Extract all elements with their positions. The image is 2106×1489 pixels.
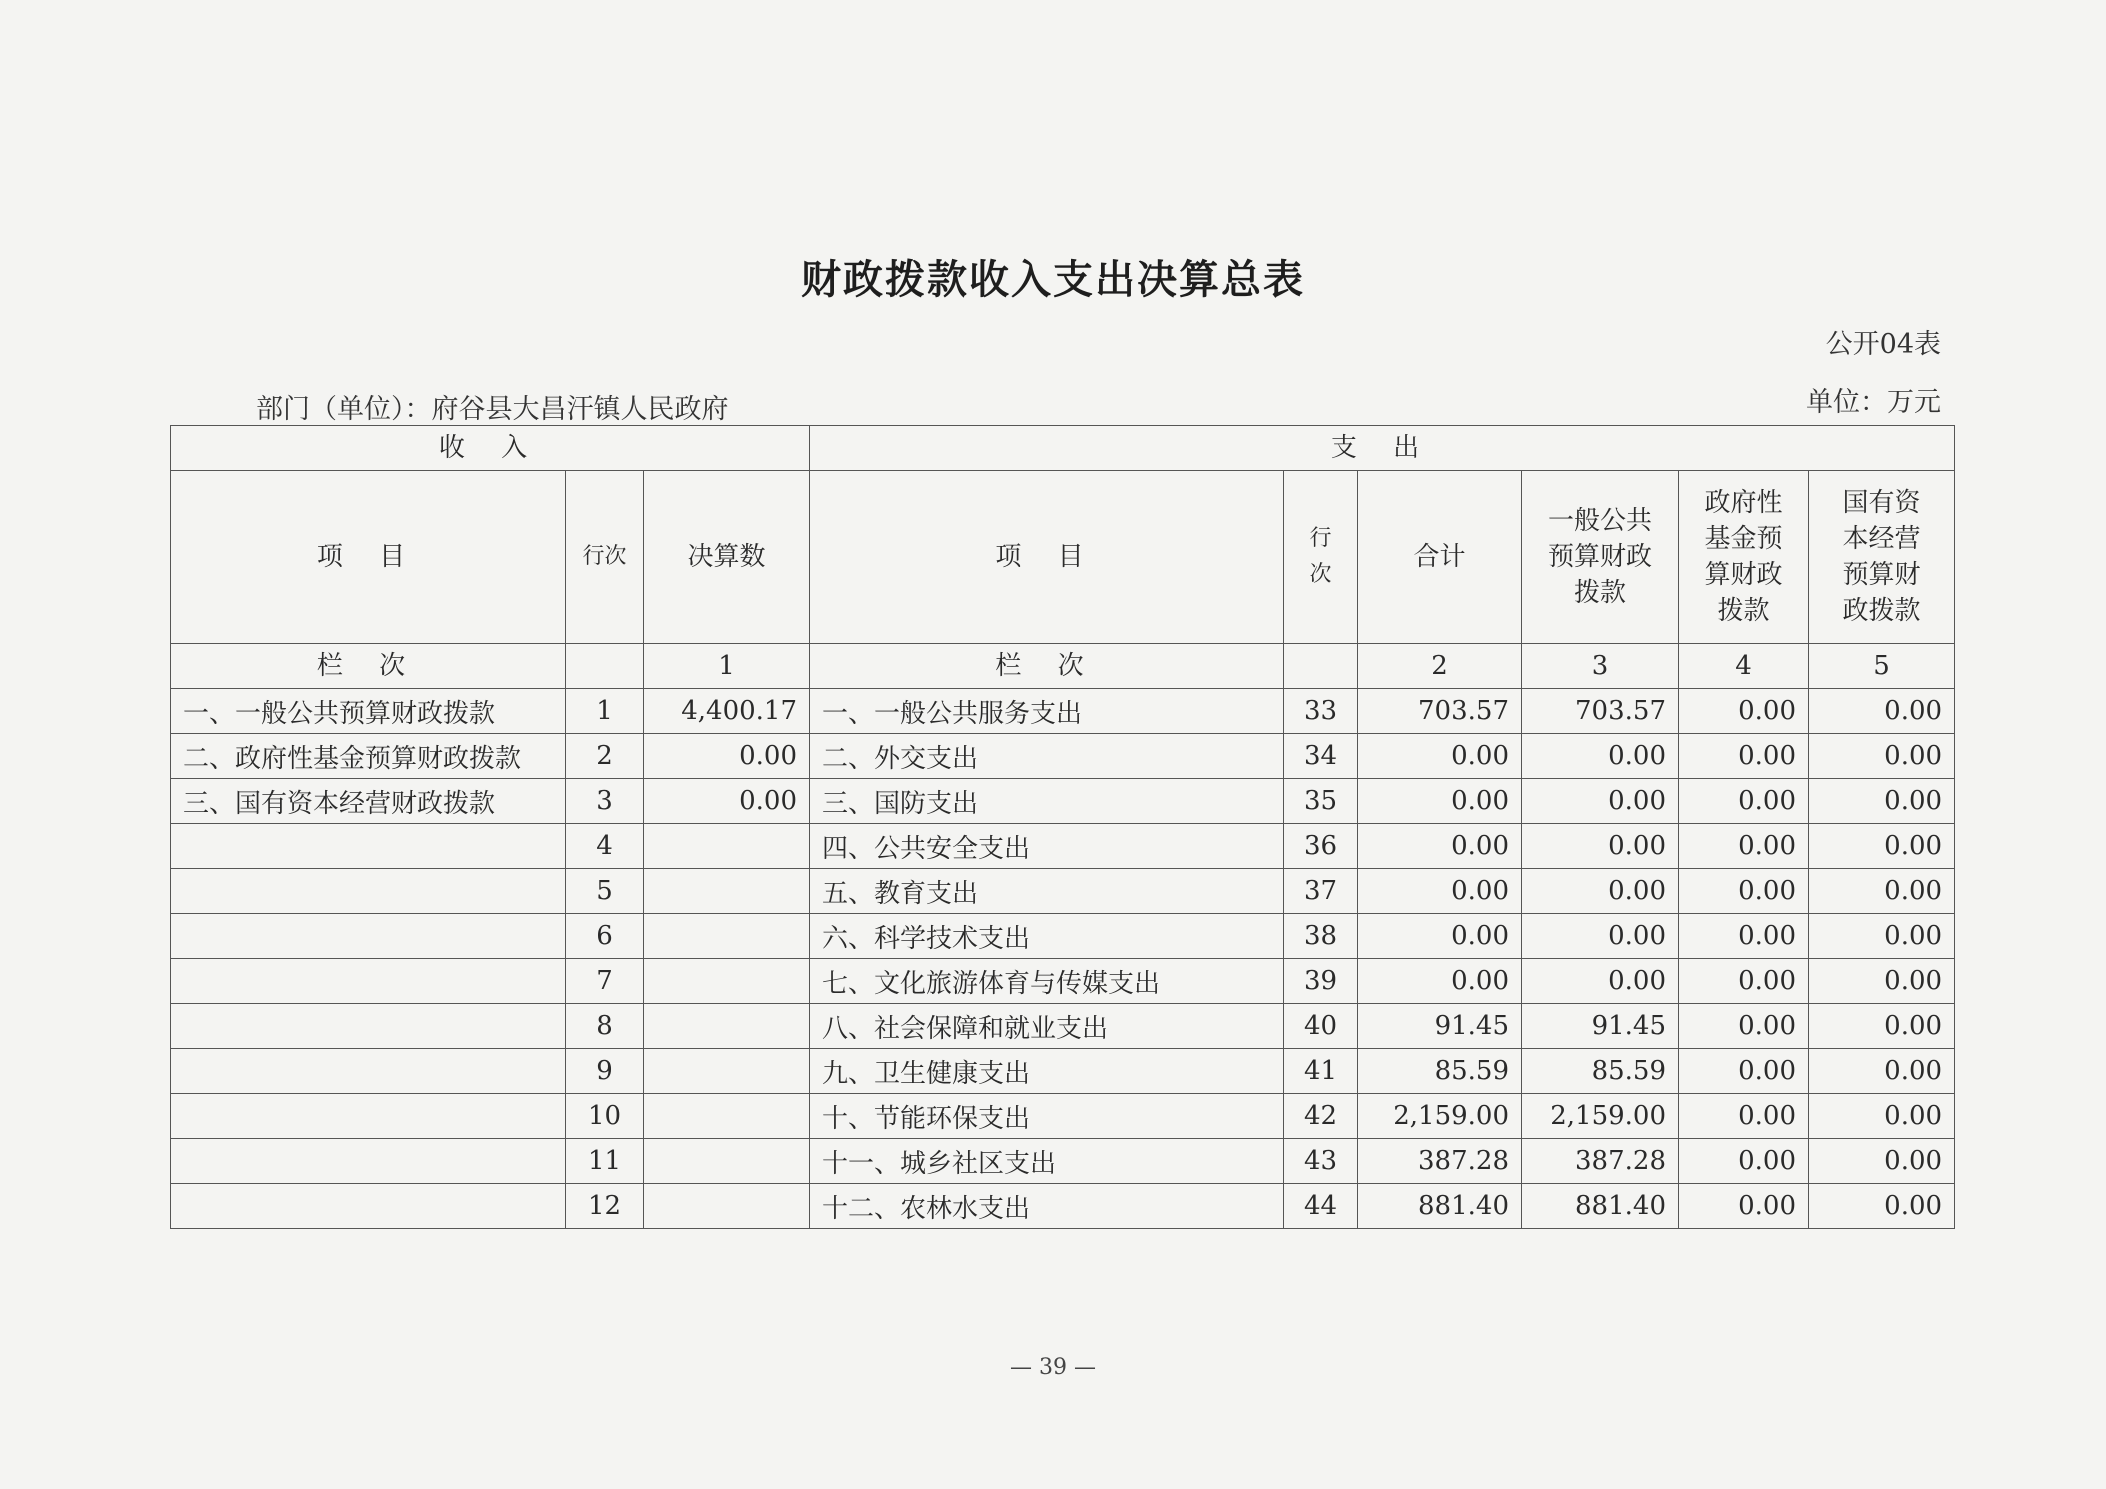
expense-total-cell: 0.00 [1358, 824, 1522, 869]
income-amount-cell: 0.00 [644, 734, 810, 779]
general-budget-header: 一般公共预算财政拨款 [1522, 471, 1679, 644]
state-capital-amount-cell: 0.00 [1809, 779, 1955, 824]
income-section-header: 收 入 [171, 426, 810, 471]
expense-item-cell: 十二、农林水支出 [810, 1184, 1284, 1229]
expense-row-no-header: 行次 [1284, 471, 1358, 644]
gov-fund-amount-cell: 0.00 [1679, 1139, 1809, 1184]
state-capital-header: 国有资本经营预算财政拨款 [1809, 471, 1955, 644]
column-header-row [171, 471, 1955, 644]
table-row [171, 959, 1955, 1004]
expense-row-no-cell: 43 [1284, 1139, 1358, 1184]
income-item-cell [171, 1049, 566, 1094]
income-item-cell [171, 1184, 566, 1229]
final-amount-header: 决算数 [644, 471, 810, 644]
general-budget-amount-cell: 91.45 [1522, 1004, 1679, 1049]
expense-total-cell: 0.00 [1358, 914, 1522, 959]
gov-fund-amount-cell: 0.00 [1679, 869, 1809, 914]
general-budget-amount-cell: 0.00 [1522, 734, 1679, 779]
table-row [171, 869, 1955, 914]
gov-fund-amount-cell: 0.00 [1679, 824, 1809, 869]
gov-fund-amount-cell: 0.00 [1679, 1004, 1809, 1049]
general-budget-amount-cell: 703.57 [1522, 689, 1679, 734]
expense-total-cell: 387.28 [1358, 1139, 1522, 1184]
income-row-no-header: 行次 [566, 471, 644, 644]
state-capital-amount-cell: 0.00 [1809, 689, 1955, 734]
income-item-cell [171, 1004, 566, 1049]
department-label: 部门（单位）：府谷县大昌汗镇人民政府 [256, 394, 729, 425]
expense-item-header: 项 目 [810, 471, 1284, 644]
page-title: 财政拨款收入支出决算总表 [801, 256, 1305, 303]
income-amount-cell [644, 959, 810, 1004]
expense-total-cell: 703.57 [1358, 689, 1522, 734]
expense-item-cell: 十、节能环保支出 [810, 1094, 1284, 1139]
expense-total-cell: 0.00 [1358, 959, 1522, 1004]
expense-item-cell: 三、国防支出 [810, 779, 1284, 824]
state-capital-amount-cell: 0.00 [1809, 1139, 1955, 1184]
expense-item-cell: 十一、城乡社区支出 [810, 1139, 1284, 1184]
table-row [171, 1094, 1955, 1139]
col-number-2: 2 [1358, 644, 1522, 689]
gov-fund-amount-cell: 0.00 [1679, 734, 1809, 779]
general-budget-amount-cell: 85.59 [1522, 1049, 1679, 1094]
gov-fund-amount-cell: 0.00 [1679, 1049, 1809, 1094]
expense-item-cell: 七、文化旅游体育与传媒支出 [810, 959, 1284, 1004]
table-row [171, 689, 1955, 734]
income-amount-cell [644, 1139, 810, 1184]
table-row [171, 779, 1955, 824]
empty-cell [566, 644, 644, 689]
table-row [171, 734, 1955, 779]
gov-fund-header: 政府性基金预算财政拨款 [1679, 471, 1809, 644]
income-amount-cell [644, 1184, 810, 1229]
expense-total-cell: 0.00 [1358, 779, 1522, 824]
expense-item-cell: 四、公共安全支出 [810, 824, 1284, 869]
expense-column-label: 栏 次 [810, 644, 1284, 689]
income-item-cell [171, 914, 566, 959]
state-capital-amount-cell: 0.00 [1809, 734, 1955, 779]
income-amount-cell [644, 1094, 810, 1139]
income-item-header: 项 目 [171, 471, 566, 644]
table-row [171, 824, 1955, 869]
income-item-cell: 二、政府性基金预算财政拨款 [171, 734, 566, 779]
form-number: 公开04表 [1825, 329, 1941, 360]
income-amount-cell [644, 1004, 810, 1049]
col-number-4: 4 [1679, 644, 1809, 689]
total-header: 合计 [1358, 471, 1522, 644]
col-number-3: 3 [1522, 644, 1679, 689]
table-row [171, 914, 1955, 959]
expense-row-no-cell: 39 [1284, 959, 1358, 1004]
table-row [171, 1049, 1955, 1094]
state-capital-amount-cell: 0.00 [1809, 959, 1955, 1004]
income-row-no-cell: 2 [566, 734, 644, 779]
general-budget-amount-cell: 2,159.00 [1522, 1094, 1679, 1139]
state-capital-amount-cell: 0.00 [1809, 1049, 1955, 1094]
unit-label: 单位：万元 [1806, 387, 1941, 418]
general-budget-amount-cell: 0.00 [1522, 869, 1679, 914]
income-row-no-cell: 10 [566, 1094, 644, 1139]
section-header-row [171, 426, 1955, 471]
gov-fund-amount-cell: 0.00 [1679, 689, 1809, 734]
expense-total-cell: 881.40 [1358, 1184, 1522, 1229]
col-number-5: 5 [1809, 644, 1955, 689]
expense-item-cell: 五、教育支出 [810, 869, 1284, 914]
income-row-no-cell: 6 [566, 914, 644, 959]
expense-total-cell: 85.59 [1358, 1049, 1522, 1094]
expense-row-no-cell: 34 [1284, 734, 1358, 779]
general-budget-amount-cell: 0.00 [1522, 824, 1679, 869]
expense-row-no-cell: 40 [1284, 1004, 1358, 1049]
table-row [171, 1139, 1955, 1184]
gov-fund-amount-cell: 0.00 [1679, 1094, 1809, 1139]
page-number: — 39 — [1010, 1355, 1096, 1380]
income-row-no-cell: 3 [566, 779, 644, 824]
table-row [171, 1004, 1955, 1049]
gov-fund-amount-cell: 0.00 [1679, 779, 1809, 824]
state-capital-amount-cell: 0.00 [1809, 914, 1955, 959]
gov-fund-amount-cell: 0.00 [1679, 1184, 1809, 1229]
general-budget-amount-cell: 0.00 [1522, 779, 1679, 824]
column-number-row [171, 644, 1955, 689]
state-capital-amount-cell: 0.00 [1809, 1184, 1955, 1229]
general-budget-amount-cell: 387.28 [1522, 1139, 1679, 1184]
expense-total-cell: 91.45 [1358, 1004, 1522, 1049]
expense-total-cell: 0.00 [1358, 734, 1522, 779]
state-capital-amount-cell: 0.00 [1809, 1094, 1955, 1139]
expense-section-header: 支 出 [810, 426, 1955, 471]
income-column-label: 栏 次 [171, 644, 566, 689]
income-item-cell: 一、一般公共预算财政拨款 [171, 689, 566, 734]
income-item-cell [171, 1094, 566, 1139]
state-capital-amount-cell: 0.00 [1809, 869, 1955, 914]
expense-total-cell: 2,159.00 [1358, 1094, 1522, 1139]
expense-total-cell: 0.00 [1358, 869, 1522, 914]
income-amount-cell: 0.00 [644, 779, 810, 824]
gov-fund-amount-cell: 0.00 [1679, 959, 1809, 1004]
income-amount-cell [644, 869, 810, 914]
income-row-no-cell: 1 [566, 689, 644, 734]
expense-item-cell: 六、科学技术支出 [810, 914, 1284, 959]
income-row-no-cell: 8 [566, 1004, 644, 1049]
empty-cell [1284, 644, 1358, 689]
expense-row-no-cell: 35 [1284, 779, 1358, 824]
state-capital-amount-cell: 0.00 [1809, 824, 1955, 869]
state-capital-amount-cell: 0.00 [1809, 1004, 1955, 1049]
budget-table [170, 425, 1955, 1229]
income-amount-cell [644, 914, 810, 959]
expense-row-no-cell: 41 [1284, 1049, 1358, 1094]
income-item-cell [171, 959, 566, 1004]
general-budget-amount-cell: 0.00 [1522, 959, 1679, 1004]
income-amount-cell: 4,400.17 [644, 689, 810, 734]
expense-item-cell: 一、一般公共服务支出 [810, 689, 1284, 734]
income-row-no-cell: 11 [566, 1139, 644, 1184]
income-item-cell: 三、国有资本经营财政拨款 [171, 779, 566, 824]
expense-row-no-cell: 36 [1284, 824, 1358, 869]
expense-row-no-cell: 38 [1284, 914, 1358, 959]
expense-row-no-cell: 42 [1284, 1094, 1358, 1139]
income-row-no-cell: 5 [566, 869, 644, 914]
income-amount-cell [644, 1049, 810, 1094]
income-row-no-cell: 4 [566, 824, 644, 869]
income-row-no-cell: 7 [566, 959, 644, 1004]
expense-item-cell: 二、外交支出 [810, 734, 1284, 779]
gov-fund-amount-cell: 0.00 [1679, 914, 1809, 959]
income-item-cell [171, 1139, 566, 1184]
income-row-no-cell: 9 [566, 1049, 644, 1094]
income-amount-cell [644, 824, 810, 869]
income-item-cell [171, 869, 566, 914]
income-item-cell [171, 824, 566, 869]
general-budget-amount-cell: 881.40 [1522, 1184, 1679, 1229]
expense-row-no-cell: 33 [1284, 689, 1358, 734]
income-row-no-cell: 12 [566, 1184, 644, 1229]
expense-item-cell: 九、卫生健康支出 [810, 1049, 1284, 1094]
expense-item-cell: 八、社会保障和就业支出 [810, 1004, 1284, 1049]
col-number-1: 1 [644, 644, 810, 689]
general-budget-amount-cell: 0.00 [1522, 914, 1679, 959]
table-row [171, 1184, 1955, 1229]
expense-row-no-cell: 37 [1284, 869, 1358, 914]
expense-row-no-cell: 44 [1284, 1184, 1358, 1229]
